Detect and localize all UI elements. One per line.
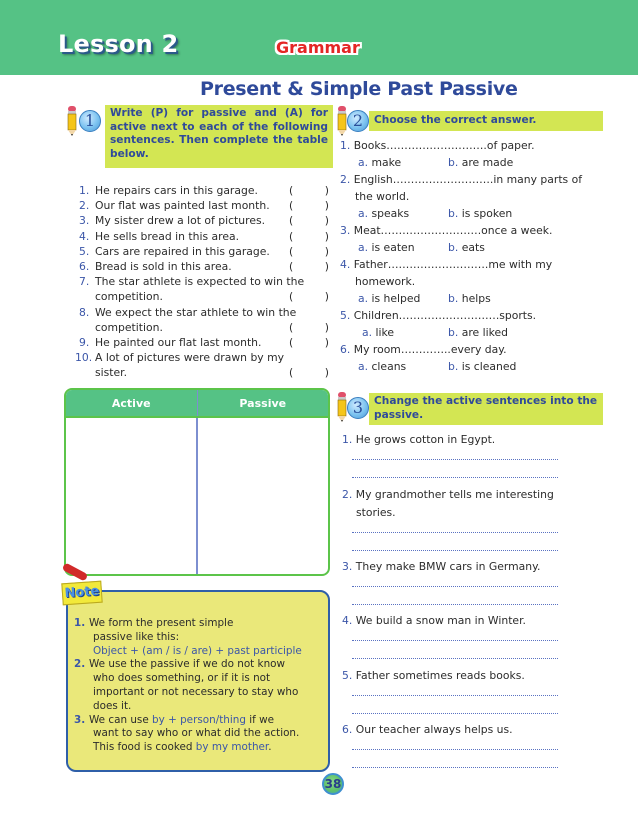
question xyxy=(340,137,610,171)
item-number: 5. xyxy=(342,668,353,682)
list-item xyxy=(75,213,337,228)
exercise-number-badge: 2 xyxy=(347,110,369,132)
item-number: 4. xyxy=(342,614,353,627)
option-b[interactable]: b. helps xyxy=(448,292,491,305)
item-text: My sister drew a lot of pictures. xyxy=(95,214,266,228)
question xyxy=(340,256,610,307)
active-column-cell[interactable] xyxy=(66,418,198,574)
table-header xyxy=(66,390,328,418)
option-a[interactable]: a. is eaten xyxy=(358,241,415,254)
item-text: We expect the star athlete to win the xyxy=(95,305,297,319)
exercise1-instruction: Write (P) for passive and (A) for active next to each of the following sentences. Then complete the table below. xyxy=(105,105,333,168)
question xyxy=(340,222,610,256)
exercise3-instruction: Change the active sentences into the passive. xyxy=(369,393,603,425)
list-item xyxy=(342,612,604,667)
list-item xyxy=(342,431,604,486)
answer-blank[interactable]: ( ) xyxy=(289,229,329,243)
item-text: Father sometimes reads books. xyxy=(355,668,525,682)
item-number: 7. xyxy=(79,275,90,289)
option-a[interactable]: a. speaks xyxy=(358,207,410,220)
passive-column-cell[interactable] xyxy=(198,418,328,574)
option-a[interactable]: a. like xyxy=(362,326,395,339)
question-number: 6. xyxy=(340,343,351,356)
note-text: want to say who or what did the action. xyxy=(93,727,300,740)
item-text: The star athlete is expected to win the xyxy=(95,275,305,289)
question-stem-cont: the world. xyxy=(355,190,410,203)
item-number: 1. xyxy=(342,433,353,446)
item-text: He repairs cars in this garage. xyxy=(95,184,258,197)
option-b[interactable]: b. is spoken xyxy=(448,207,513,220)
note-highlight: by + person/thing xyxy=(152,713,246,726)
question-stem: Books……………………….of paper. xyxy=(353,139,535,152)
item-number: 2. xyxy=(79,199,90,213)
item-text-cont: competition. xyxy=(95,290,163,304)
exercise-number-badge: 1 xyxy=(79,110,101,132)
item-text: They make BMW cars in Germany. xyxy=(355,559,541,573)
lesson-title: Lesson 2 xyxy=(58,30,179,58)
item-text-cont: sister. xyxy=(95,366,128,380)
list-item xyxy=(75,350,337,380)
item-text: Cars are repaired in this garage. xyxy=(95,244,270,258)
list-item xyxy=(75,183,337,198)
option-b[interactable]: b. are made xyxy=(448,156,514,169)
note-text: important or not necessary to stay who xyxy=(93,685,299,698)
option-a[interactable]: a. is helped xyxy=(358,292,421,305)
item-number: 3. xyxy=(79,214,90,228)
list-item xyxy=(342,558,604,613)
answer-line[interactable] xyxy=(352,586,558,587)
list-item xyxy=(75,335,337,350)
item-number: 8. xyxy=(79,305,90,319)
answer-blank[interactable]: ( ) xyxy=(289,290,329,304)
list-item xyxy=(75,198,337,213)
item-text: My grandmother tells me interesting xyxy=(355,487,554,501)
item-number: 9. xyxy=(79,336,90,350)
item-number: 2. xyxy=(342,487,353,501)
note-list xyxy=(74,617,326,755)
list-item xyxy=(75,229,337,244)
question-number: 5. xyxy=(340,309,351,322)
list-item xyxy=(75,274,337,304)
exercise1-list xyxy=(75,183,337,381)
answer-line[interactable] xyxy=(352,459,558,460)
answer-blank[interactable]: ( ) xyxy=(289,214,329,228)
table-body xyxy=(66,418,328,574)
answer-blank[interactable]: ( ) xyxy=(289,336,329,350)
answer-line[interactable] xyxy=(352,695,558,696)
question-number: 4. xyxy=(340,258,351,271)
answer-blank[interactable]: ( ) xyxy=(289,184,329,197)
note-text: We use the passive if we do not know xyxy=(89,658,286,671)
item-text-cont: stories. xyxy=(356,505,396,519)
exercise2-instruction: Choose the correct answer. xyxy=(369,111,603,131)
item-number: 3. xyxy=(342,559,353,573)
note-text: does it. xyxy=(93,699,132,712)
item-number: 4. xyxy=(79,229,90,243)
option-b[interactable]: b. eats xyxy=(448,241,485,254)
answer-blank[interactable]: ( ) xyxy=(289,244,329,258)
note-example-highlight: by my mother xyxy=(195,741,269,754)
answer-line[interactable] xyxy=(352,767,558,768)
question xyxy=(340,341,610,375)
exercise2-list xyxy=(340,137,610,375)
answer-line[interactable] xyxy=(352,532,558,533)
exercise3-list xyxy=(342,431,604,776)
note-example: . xyxy=(268,741,272,754)
list-item xyxy=(75,305,337,335)
note-text: passive like this: xyxy=(93,630,180,643)
question-number: 2. xyxy=(340,173,351,186)
answer-line[interactable] xyxy=(352,477,558,478)
answer-line[interactable] xyxy=(352,550,558,551)
item-text-cont: competition. xyxy=(95,320,163,334)
page-title: Present & Simple Past Passive xyxy=(200,78,518,100)
question-stem: Meat……………………….once a week. xyxy=(353,224,553,237)
question xyxy=(340,171,610,222)
question-stem: English……………………….in many parts of xyxy=(353,173,583,186)
passive-formula: Object + (am / is / are) + past participle xyxy=(93,644,302,657)
item-text: Our teacher always helps us. xyxy=(355,723,513,736)
note-text: who does something, or if it is not xyxy=(93,672,271,685)
answer-line[interactable] xyxy=(352,640,558,641)
item-number: 5. xyxy=(79,244,90,258)
option-a[interactable]: a. make xyxy=(358,156,402,169)
exercise-number-badge: 3 xyxy=(347,397,369,419)
item-text: We build a snow man in Winter. xyxy=(355,614,526,627)
note-text: We form the present simple xyxy=(89,617,234,629)
answer-line[interactable] xyxy=(352,749,558,750)
option-a[interactable]: a. cleans xyxy=(358,360,407,373)
item-number: 6. xyxy=(342,723,353,736)
note-item xyxy=(74,714,326,755)
question-stem-cont: homework. xyxy=(355,275,416,288)
answer-blank[interactable]: ( ) xyxy=(289,260,329,274)
item-text: He grows cotton in Egypt. xyxy=(355,433,496,446)
item-number: 1. xyxy=(79,184,90,197)
list-item xyxy=(342,721,604,776)
question-stem: Father……………………….me with my xyxy=(353,258,553,271)
note-text: if we xyxy=(245,713,274,726)
list-item xyxy=(342,486,604,558)
question-stem: My room…………..every day. xyxy=(353,343,507,356)
question-number: 1. xyxy=(340,139,351,152)
pencil-icon xyxy=(66,106,78,136)
option-b[interactable]: b. are liked xyxy=(448,326,508,339)
item-text: He sells bread in this area. xyxy=(95,229,240,243)
column-header-passive: Passive xyxy=(239,397,287,410)
answer-line[interactable] xyxy=(352,604,558,605)
item-text: He painted our flat last month. xyxy=(95,336,262,350)
answer-blank[interactable]: ( ) xyxy=(289,199,329,213)
item-number: 10. xyxy=(75,351,93,365)
answer-blank[interactable]: ( ) xyxy=(289,320,329,334)
list-item xyxy=(75,244,337,259)
list-item xyxy=(75,259,337,274)
note-item xyxy=(74,617,326,658)
section-title: Grammar xyxy=(276,38,360,57)
note-text: We can use xyxy=(89,713,153,726)
page-number: 38 xyxy=(322,773,344,795)
answer-line[interactable] xyxy=(352,713,558,714)
note-number: 3. xyxy=(74,713,86,726)
item-text: Our flat was painted last month. xyxy=(95,199,270,213)
item-text: A lot of pictures were drawn by my xyxy=(95,351,285,365)
note-number: 2. xyxy=(74,658,86,671)
option-b[interactable]: b. is cleaned xyxy=(448,360,517,373)
column-header-active: Active xyxy=(66,390,198,416)
note-tag: Note xyxy=(61,581,102,606)
question-stem: Children……………………….sports. xyxy=(353,309,537,322)
list-item xyxy=(342,667,604,722)
active-passive-table xyxy=(64,388,330,576)
note-number: 1. xyxy=(74,617,86,629)
note-example: This food is cooked xyxy=(93,741,196,754)
question-number: 3. xyxy=(340,224,351,237)
answer-line[interactable] xyxy=(352,658,558,659)
question xyxy=(340,307,610,341)
answer-blank[interactable]: ( ) xyxy=(289,366,329,380)
note-item xyxy=(74,658,326,713)
item-text: Bread is sold in this area. xyxy=(95,260,232,274)
item-number: 6. xyxy=(79,260,90,274)
